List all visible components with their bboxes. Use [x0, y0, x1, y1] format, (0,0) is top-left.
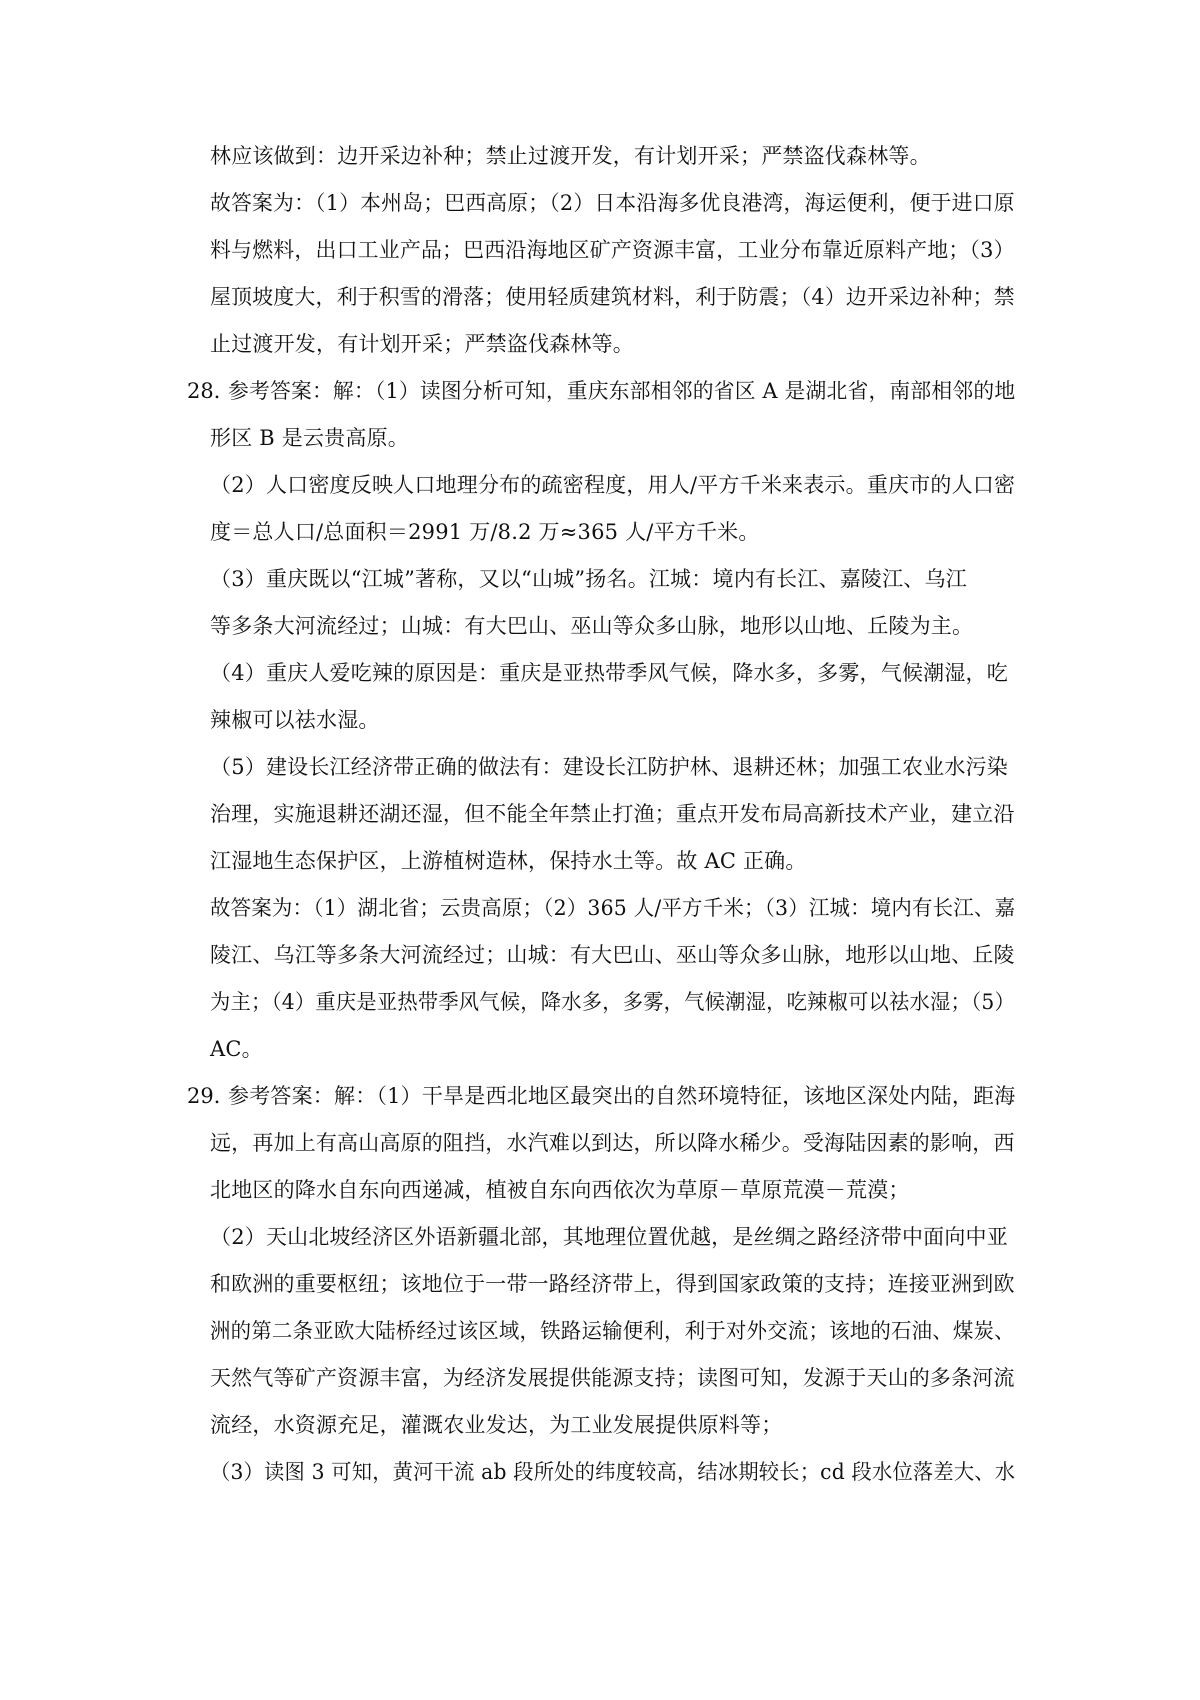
question-number: 28． [187, 379, 235, 403]
text-line: 辣椒可以祛水湿。 [210, 708, 380, 732]
text-line: 等多条大河流经过；山城：有大巴山、巫山等众多山脉，地形以山地、丘陵为主。 [210, 614, 974, 638]
text-line: 陵江、乌江等多条大河流经过；山城：有大巴山、巫山等众多山脉，地形以山地、丘陵 [210, 943, 1015, 967]
question-number: 29． [187, 1084, 235, 1108]
text-line: 故答案为：（1）本州岛；巴西高原；（2）日本沿海多优良港湾，海运便利，便于进口原 [210, 191, 1015, 215]
text-line: 洲的第二条亚欧大陆桥经过该区域，铁路运输便利，利于对外交流；该地的石油、煤炭、 [210, 1319, 1015, 1343]
text-line: AC。 [210, 1037, 263, 1061]
text-line: 和欧洲的重要枢纽；该地位于一带一路经济带上，得到国家政策的支持；连接亚洲到欧 [210, 1272, 1015, 1296]
text-line: 治理，实施退耕还湖还湿，但不能全年禁止打渔；重点开发布局高新技术产业，建立沿 [210, 802, 1015, 826]
text-line: （4）重庆人爱吃辣的原因是：重庆是亚热带季风气候，降水多，多雾，气候潮湿，吃 [210, 661, 1008, 685]
text-line: 料与燃料，出口工业产品；巴西沿海地区矿产资源丰富，工业分布靠近原料产地；（3） [210, 238, 1015, 262]
text-line: 北地区的降水自东向西递减，植被自东向西依次为草原－草原荒漠－荒漠； [210, 1178, 910, 1202]
text-line: 度＝总人口/总面积＝2991 万/8.2 万≈365 人/平方千米。 [210, 520, 760, 544]
text-line: 参考答案：解：（1）读图分析可知，重庆东部相邻的省区 A 是湖北省，南部相邻的地 [228, 379, 1016, 403]
text-line: 天然气等矿产资源丰富，为经济发展提供能源支持；读图可知，发源于天山的多条河流 [210, 1366, 1015, 1390]
text-line: 形区 B 是云贵高原。 [210, 426, 409, 450]
text-line: 屋顶坡度大，利于积雪的滑落；使用轻质建筑材料，利于防震；（4）边开采边补种；禁 [210, 285, 1015, 309]
text-line: （2）天山北坡经济区外语新疆北部，其地理位置优越，是丝绸之路经济带中面向中亚 [210, 1225, 1008, 1249]
text-line: （2）人口密度反映人口地理分布的疏密程度，用人/平方千米来表示。重庆市的人口密 [210, 473, 1016, 497]
text-line: 江湿地生态保护区，上游植树造林，保持水土等。故 AC 正确。 [210, 849, 807, 873]
text-line: （3）读图 3 可知，黄河干流 ab 段所处的纬度较高，结冰期较长；cd 段水位落差大、水 [210, 1460, 1016, 1484]
text-line: 故答案为：（1）湖北省；云贵高原；（2）365 人/平方千米；（3）江城：境内有长江、嘉 [210, 896, 1016, 920]
text-line: 止过渡开发，有计划开采；严禁盗伐森林等。 [210, 332, 634, 356]
text-line: 参考答案：解：（1）干旱是西北地区最突出的自然环境特征，该地区深处内陆，距海 [228, 1084, 1016, 1108]
text-line: 远，再加上有高山高原的阻挡，水汽难以到达，所以降水稀少。受海陆因素的影响，西 [210, 1131, 1015, 1155]
text-line: 林应该做到：边开采边补种；禁止过渡开发，有计划开采；严禁盗伐森林等。 [210, 144, 931, 168]
text-line: 为主；（4）重庆是亚热带季风气候，降水多，多雾，气候潮湿，吃辣椒可以祛水湿；（5） [210, 990, 1015, 1014]
text-line: （3）重庆既以“江城”著称，又以“山城”扬名。江城：境内有长江、嘉陵江、乌江 [210, 567, 967, 591]
text-line: （5）建设长江经济带正确的做法有：建设长江防护林、退耕还林；加强工农业水污染 [210, 755, 1008, 779]
text-line: 流经，水资源充足，灌溉农业发达，为工业发展提供原料等； [210, 1413, 783, 1437]
